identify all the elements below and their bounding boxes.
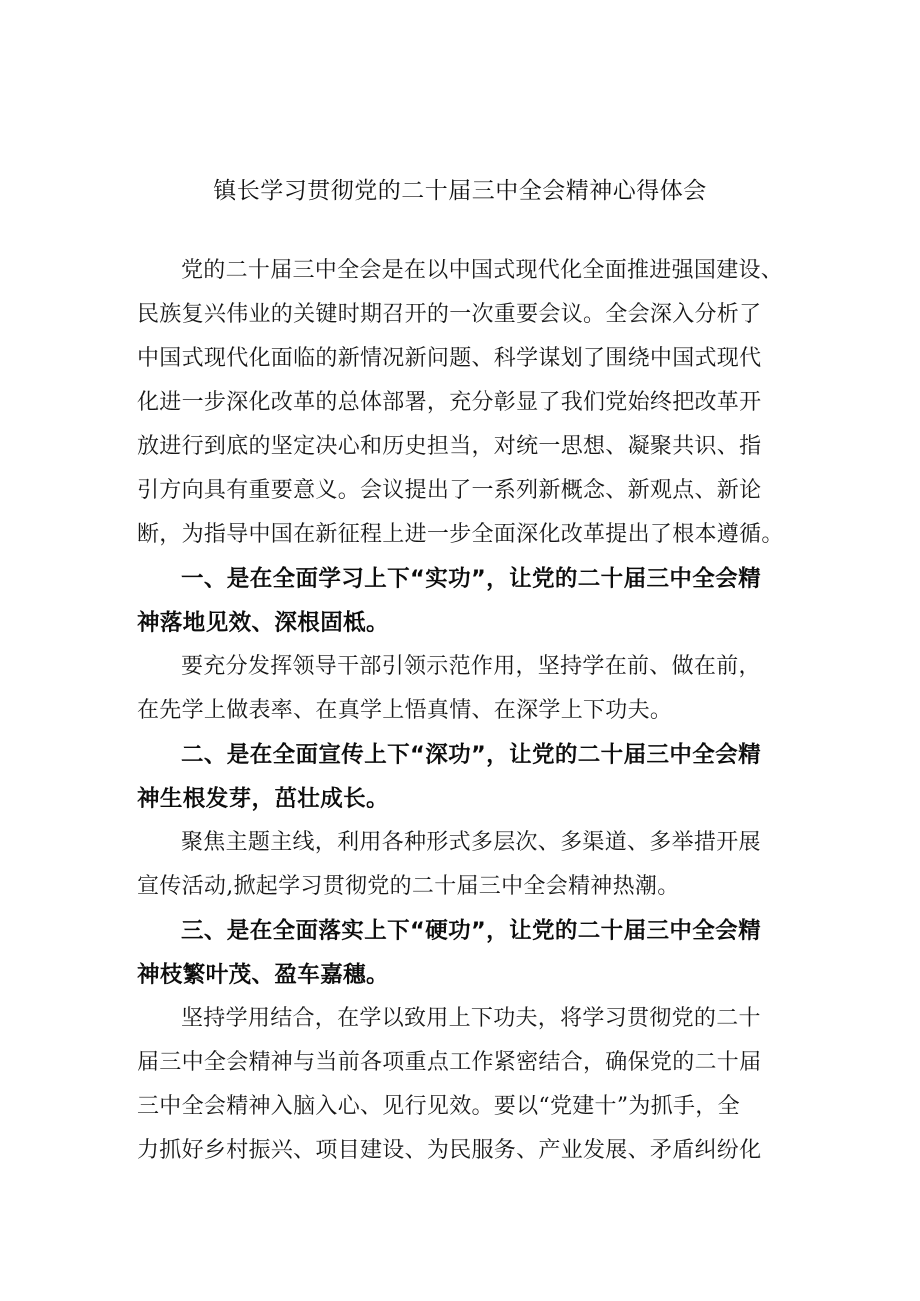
heading-line: 二、是在全面宣传上下“深功”，让党的二十届三中全会精: [181, 742, 761, 768]
text-line: 化进一步深化改革的总体部署，充分彰显了我们党始终把改革开: [137, 390, 762, 415]
text-line: 力抓好乡村振兴、项目建设、为民服务、产业发展、矛盾纠纷化: [137, 1138, 762, 1163]
text-line: 在先学上做表率、在真学上悟真情、在深学上下功夫。: [137, 698, 673, 723]
text-line: 届三中全会精神与当前各项重点工作紧密结合，确保党的二十届: [137, 1050, 762, 1075]
text-line: 宣传活动,掀起学习贯彻党的二十届三中全会精神热潮。: [137, 874, 680, 899]
text-line: 引方向具有重要意义。会议提出了一系列新概念、新观点、新论: [137, 478, 762, 503]
section-heading-3: [137, 909, 797, 997]
text-line: 断，为指导中国在新征程上进一步全面深化改革提出了根本遵循。: [137, 522, 784, 547]
text-line: 民族复兴伟业的关键时期召开的一次重要会议。全会深入分析了: [137, 302, 762, 327]
text-line: 坚持学用结合，在学以致用上下功夫，将学习贯彻党的二十: [181, 1006, 761, 1031]
text-line: 党的二十届三中全会是在以中国式现代化全面推进强国建设、: [181, 258, 784, 283]
document-title: 镇长学习贯彻党的二十届三中全会精神心得体会: [213, 178, 707, 204]
section-heading-1: [137, 557, 797, 645]
section-body-1: [137, 645, 797, 733]
section-heading-2: [137, 733, 797, 821]
section-body-2: [137, 821, 797, 909]
heading-line: 一、是在全面学习上下“实功”，让党的二十届三中全会精: [181, 566, 761, 592]
document-body: [137, 249, 797, 1173]
section-body-3: [137, 997, 797, 1173]
heading-line: 三、是在全面落实上下“硬功”，让党的二十届三中全会精: [181, 918, 761, 944]
heading-line: 神生根发芽，茁壮成长。: [137, 786, 389, 812]
text-line: 三中全会精神入脑入心、见行见效。要以“党建十”为抓手，全: [137, 1094, 740, 1119]
intro-paragraph: [137, 249, 797, 557]
text-line: 中国式现代化面临的新情况新问题、科学谋划了围绕中国式现代: [137, 346, 762, 371]
text-line: 聚焦主题主线，利用各种形式多层次、多渠道、多举措开展: [181, 830, 761, 855]
heading-line: 神枝繁叶茂、盈车嘉穗。: [137, 962, 389, 988]
text-line: 放进行到底的坚定决心和历史担当，对统一思想、凝聚共识、指: [137, 434, 762, 459]
text-line: 要充分发挥领导干部引领示范作用，坚持学在前、做在前，: [181, 654, 761, 679]
heading-line: 神落地见效、深根固柢。: [137, 610, 389, 636]
